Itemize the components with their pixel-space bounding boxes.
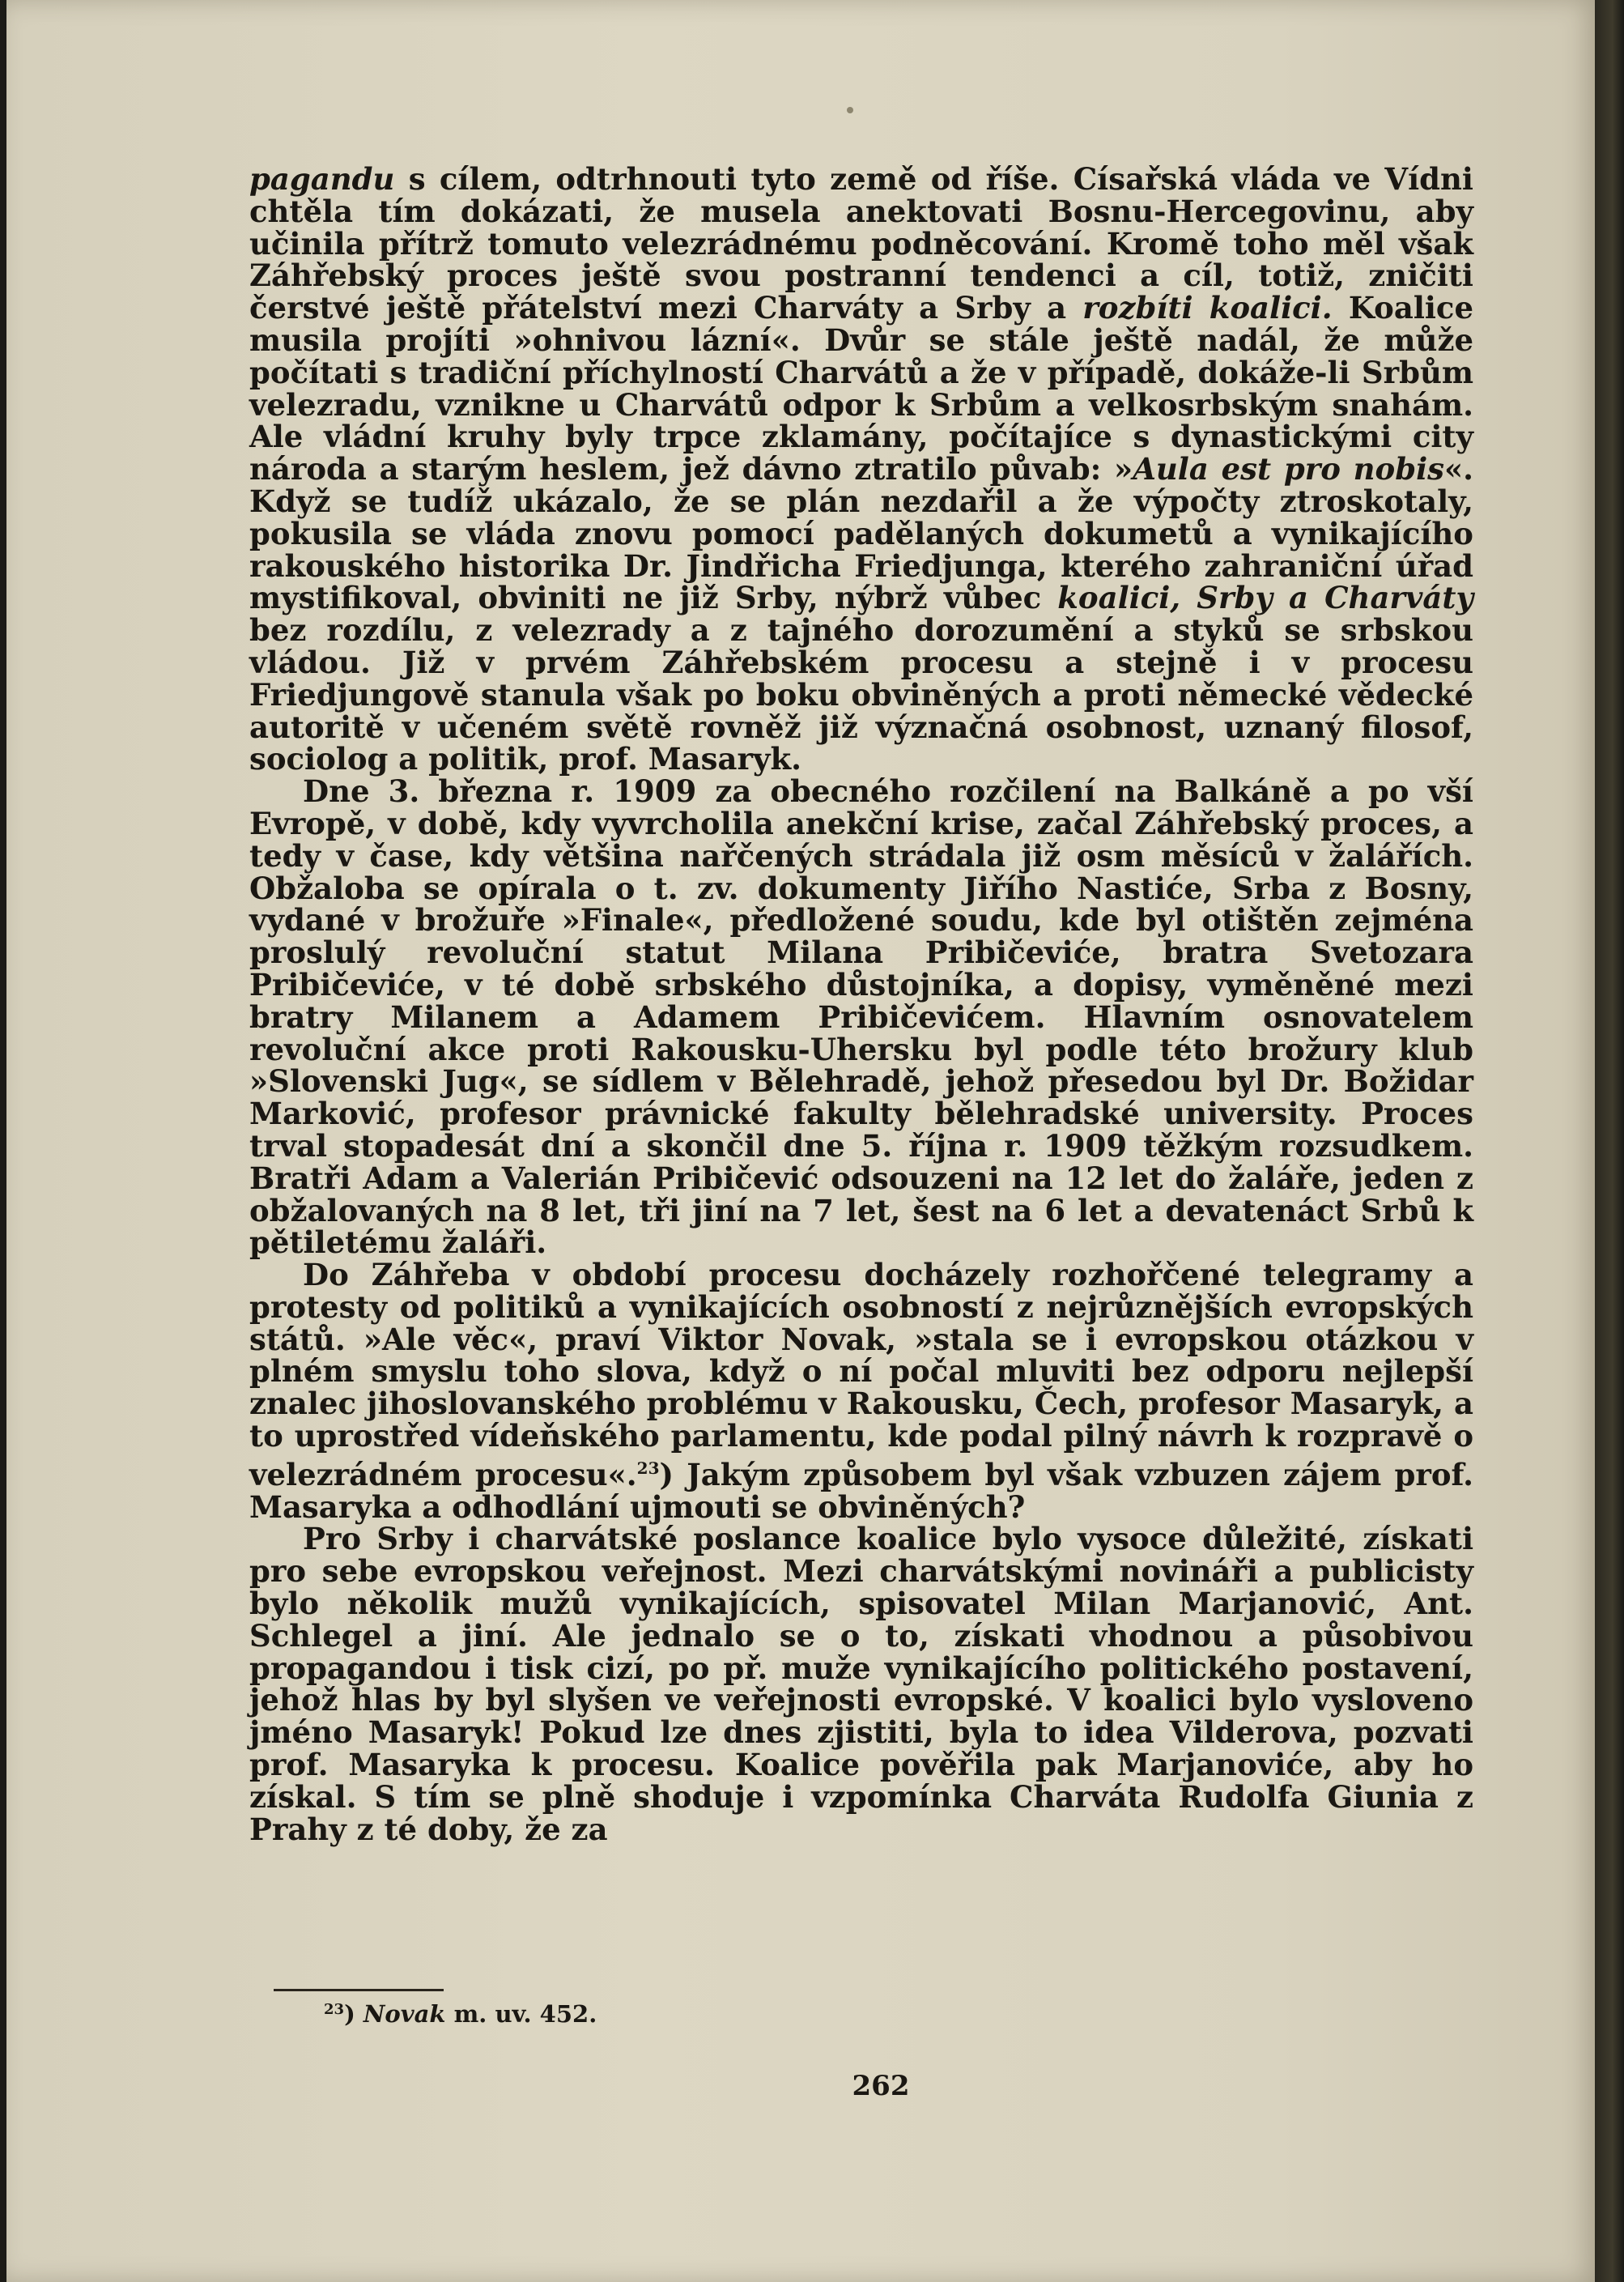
text-run: Pro Srby i charvátské poslance koalice bylo vysoce důležité, získati pro sebe evropskou veřejnost. Mezi charvátskými novináři a publicisty bylo několik mužů vynikajících, spisovatel Milan Marjanović, Ant. Schlegel a jiní. Ale jednalo se o to, získati vhodnou a působivou propagandou i tisk cizí, po př. muže vynikajícího politického postavení, jehož hlas by byl slyšen ve veřejnosti evropské. V koalici bylo vysloveno jméno Masaryk! Pokud lze dnes zjistiti, byla to idea Vilderova, pozvati prof. Masaryka k procesu. Koalice pověřila pak Marjanoviće, aby ho získal. S tím se plně shoduje i vzpomínka Charváta Rudolfa Giunia z Prahy z té doby, že za xyxy=(249,1521,1473,1847)
italic-text: koalici, Srby a Charváty xyxy=(1057,580,1473,616)
italic-text: Aula est pro nobis xyxy=(1133,451,1444,487)
footnote-paren: ) xyxy=(344,2000,355,2028)
page-number: 262 xyxy=(852,2070,910,2102)
footnote-ref: 23 xyxy=(636,1458,660,1478)
footnote-divider xyxy=(274,1989,444,1991)
text-run: Do Záhřeba v období procesu docházely rozhořčené telegramy a protesty od politiků a vynikajících osobností z nejrůznějších evropských států. »Ale věc«, praví Viktor Novak, »stala se i evropskou otázkou v plném smyslu toho slova, když o ní počal mluviti bez odporu nejlepší znalec jihoslovanského problému v Rakousku, Čech, profesor Masaryk, a to uprostřed vídeňského parlamentu, kde podal pilný návrh k rozpravě o velezrádném procesu«. xyxy=(249,1257,1473,1492)
paragraph xyxy=(249,1259,1473,1523)
body-text xyxy=(249,161,1473,1847)
footnote-source: m. uv. 452. xyxy=(445,2000,597,2028)
text-run: s cílem, odtrhnouti tyto země od říše. Císařská vláda ve Vídni chtěla tím dokázati, že musela anektovati Bosnu-Hercegovinu, aby učinila přítrž tomuto velezrádnému podněcování. Kromě toho měl však Záhřebský proces ještě svou postranní tendenci a cíl, totiž, zničiti čerstvé ještě přátelství mezi Charváty a Srby a xyxy=(249,161,1473,326)
footnote-number: 23 xyxy=(324,2001,345,2018)
paragraph xyxy=(249,161,1473,777)
footnote-author: Novak xyxy=(363,2000,446,2028)
ink-speck xyxy=(847,107,853,113)
book-page xyxy=(6,0,1595,2282)
binding-edge xyxy=(1595,0,1624,2282)
text-run: «. Když se tudíž ukázalo, že se plán nezdařil a že výpočty ztroskotaly, pokusila se vláda znovu pomocí padělaných dokumetů a vynikajícího rakouského historika Dr. Jindřicha Friedjunga, kterého zahraniční úřad mystifikoval, obviniti ne již Srby, nýbrž vůbec xyxy=(249,451,1473,616)
text-run: Dne 3. března r. 1909 za obecného rozčilení na Balkáně a po vší Evropě, v době, kdy vyvrcholila anekční krise, začal Záhřebský proces, a tedy v čase, kdy většina nařčených strádala již osm měsíců v žalářích. Obžaloba se opírala o t. zv. dokumenty Jiřího Nastiće, Srba z Bosny, vydané v brožuře »Finale«, předložené soudu, kde byl otištěn zejména proslulý revoluční statut Milana Pribičeviće, bratra Svetozara Pribičeviće, v té době srbského důstojníka, a dopisy, vyměněné mezi bratry Milanem a Adamem Pribičevićem. Hlavním osnovatelem revoluční akce proti Rakousku-Uhersku byl podle této brožury klub »Slovenski Jug«, se sídlem v Bělehradě, jehož přesedou byl Dr. Božidar Marković, profesor právnické fakulty bělehradské university. Proces trval stopadesát dní a skončil dne 5. října r. 1909 těžkým rozsudkem. Bratři Adam a Valerián Pribičević odsouzeni na 12 let do žaláře, jeden z obžalovaných na 8 let, tři jiní na 7 let, šest na 6 let a devatenáct Srbů k pětiletému žaláři. xyxy=(249,773,1473,1261)
italic-text: rozbíti koalici. xyxy=(1082,290,1333,326)
text-run: ) Jakým způsobem byl však vzbuzen zájem prof. Masaryka a odhodlání ujmouti se obviněných? xyxy=(249,1456,1473,1525)
footnote xyxy=(324,1994,597,2030)
paragraph xyxy=(249,1523,1473,1846)
text-run: bez rozdílu, z velezrady a z tajného dorozumění a styků se srbskou vládou. Již v prvém Záhřebském procesu a stejně i v procesu Friedjungově stanula však po boku obviněných a proti německé vědecké autoritě v učeném světě rovněž již význačná osobnost, uznaný filosof, sociolog a politik, prof. Masaryk. xyxy=(249,612,1473,777)
text-run: Koalice musila projíti »ohnivou lázní«. Dvůr se stále ještě nadál, že může počítati s tradiční příchylností Charvátů a že v případě, dokáže-li Srbům velezradu, vznikne u Charvátů odpor k Srbům a velkosrbským snahám. Ale vládní kruhy byly trpce zklamány, počítajíce s dynastickými city národa a starým heslem, jež dávno ztratilo půvab: » xyxy=(249,290,1473,487)
italic-text: pagandu xyxy=(249,161,395,197)
paragraph xyxy=(249,773,1473,1261)
